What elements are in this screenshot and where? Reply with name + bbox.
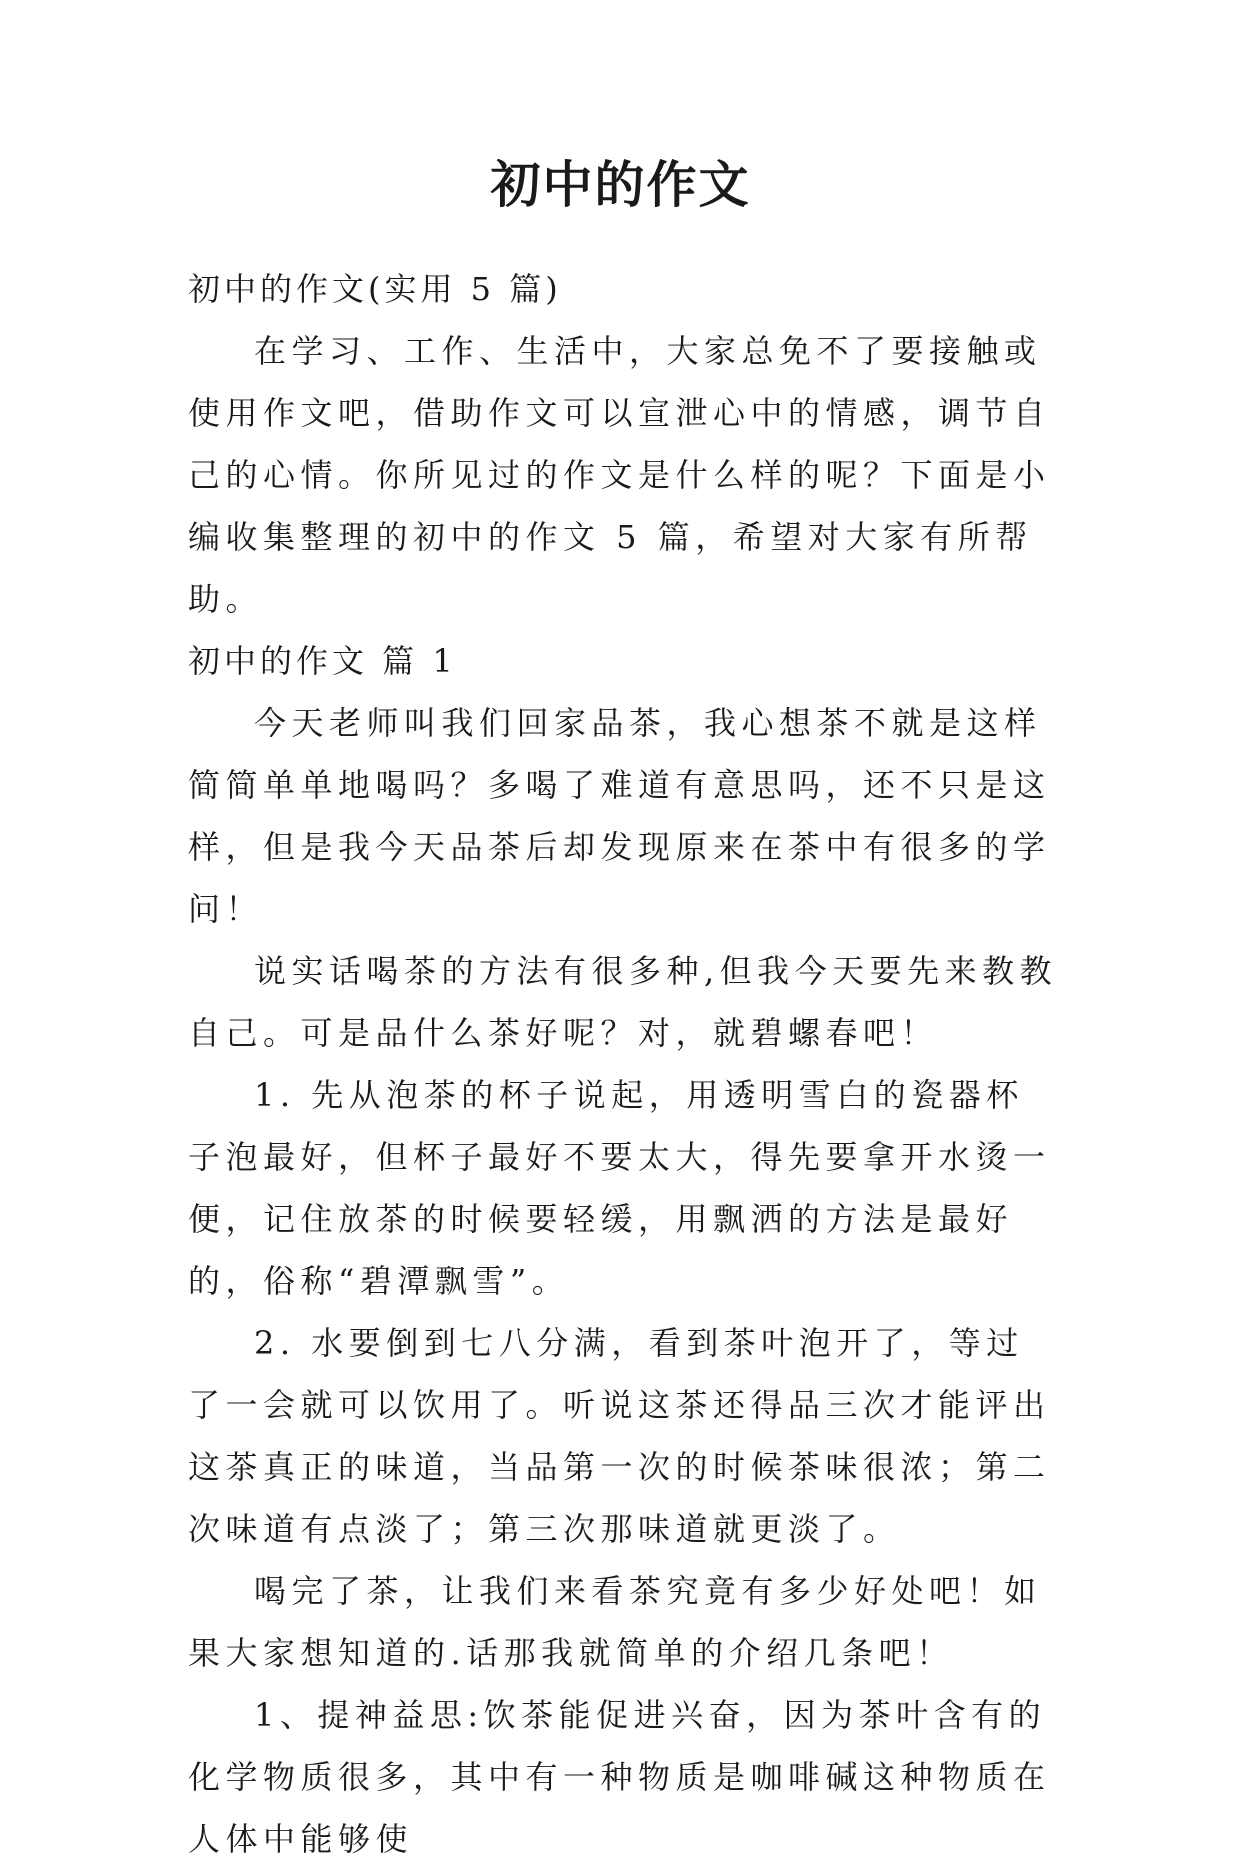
subtitle: 初中的作文(实用 5 篇)	[188, 270, 562, 308]
body-paragraph: 1、提神益思:饮茶能促进兴奋，因为茶叶含有的化学物质很多，其中有一种物质是咖啡碱这种物质在人体中能够使	[188, 1696, 1051, 1858]
body-paragraph: 喝完了茶，让我们来看茶究竟有多少好处吧！如果大家想知道的.话那我就简单的介绍几条吧！	[188, 1572, 1042, 1672]
body-paragraph: 2. 水要倒到七八分满，看到茶叶泡开了，等过了一会就可以饮用了。听说这茶还得品三次才能评出这茶真正的味道，当品第一次的时候茶味很浓；第二次味道有点淡了；第三次那味道就更淡了。	[188, 1324, 1051, 1548]
section-heading: 初中的作文 篇 1	[188, 642, 457, 680]
document-title: 初中的作文	[490, 155, 751, 214]
intro-paragraph: 在学习、工作、生活中，大家总免不了要接触或使用作文吧，借助作文可以宣泄心中的情感，调节自己的心情。你所见过的作文是什么样的呢？下面是小编收集整理的初中的作文 5 篇，希望对大家有所帮助。	[188, 332, 1051, 618]
document-body	[188, 258, 1058, 1870]
body-paragraph: 今天老师叫我们回家品茶，我心想茶不就是这样简简单单地喝吗？多喝了难道有意思吗，还不只是这样，但是我今天品茶后却发现原来在茶中有很多的学问！	[188, 704, 1051, 928]
body-paragraph: 1. 先从泡茶的杯子说起，用透明雪白的瓷器杯子泡最好，但杯子最好不要太大，得先要拿开水烫一便，记住放茶的时候要轻缓，用飘洒的方法是最好的，俗称“碧潭飘雪”。	[188, 1076, 1051, 1300]
body-paragraph: 说实话喝茶的方法有很多种,但我今天要先来教教自己。可是品什么茶好呢？对，就碧螺春吧！	[188, 952, 1058, 1052]
